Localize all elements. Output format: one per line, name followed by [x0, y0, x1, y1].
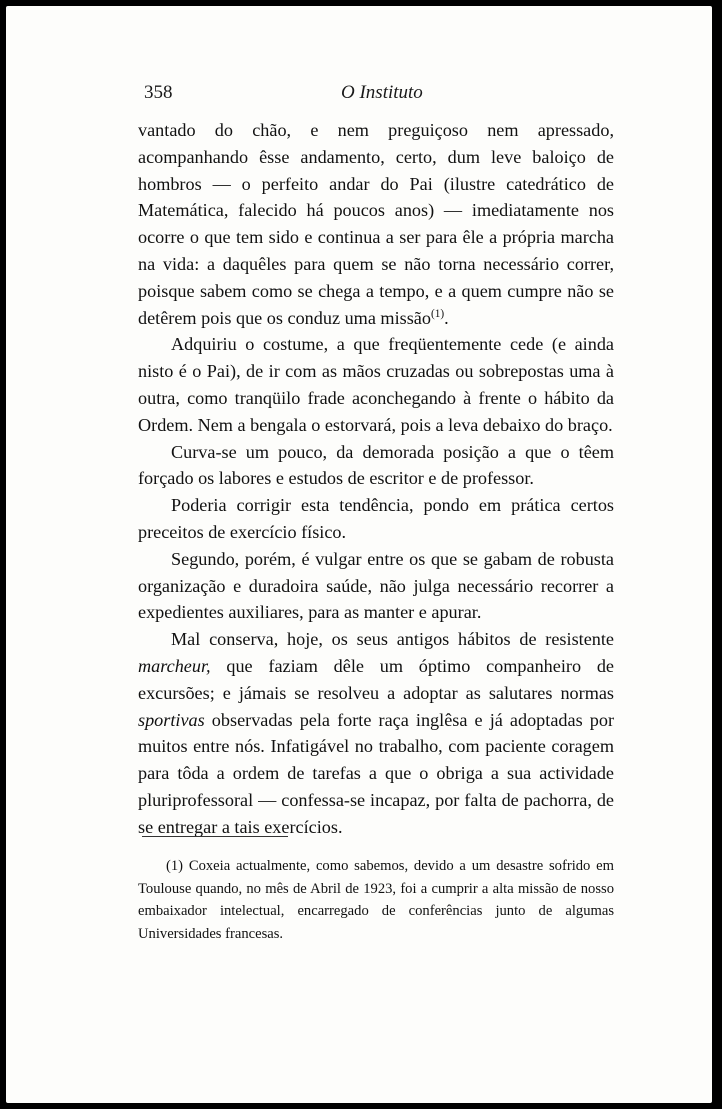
footnote-text: Coxeia actualmente, como sabemos, devido a um desastre sofrido em Toulouse quando, no mês de Abril de 1923, foi a cumprir a alta missão de nosso embaixador intelectual, encarregado de conferências junto de algumas Universidades francesas.	[138, 858, 614, 942]
paragraph-4: Poderia corrigir esta tendência, pondo em prática certos preceitos de exercício físico.	[138, 495, 614, 542]
italic-term-marcheur: marcheur,	[138, 655, 211, 676]
footnote-divider	[142, 836, 288, 837]
paragraph-1	[138, 117, 614, 331]
page-header	[144, 82, 620, 108]
paragraph-5: Segundo, porém, é vulgar entre os que se gabam de robusta organização e duradoira saúde, não julga necessário recorrer a expedientes auxiliares, para as manter e apurar.	[138, 548, 614, 623]
italic-term-sportivas: sportivas	[138, 709, 205, 730]
footnote	[138, 855, 614, 945]
page-number: 358	[144, 82, 173, 103]
footnote-marker: (1)	[166, 858, 184, 874]
paragraph-6-part-a: Mal conserva, hoje, os seus antigos hábitos de resistente	[171, 629, 614, 650]
paragraph-6-part-c: observadas pela forte raça inglêsa e já adoptadas por muitos entre nós. Infatigável no trabalho, com paciente coragem para tôda a ordem de tarefas a que o obriga a sua actividade pluriprofessoral — confessa-se incapaz, por falta de pachorra, de se entregar a tais exercícios.	[138, 709, 614, 837]
footnote-paragraph	[138, 855, 614, 945]
paragraph-1-text: vantado do chão, e nem preguiçoso nem apressado, acompanhando êsse andamento, certo, dum leve baloiço de hombros — o perfeito andar do Pai (ilustre catedrático de Matemática, falecido há poucos anos) — imediatamente nos ocorre o que tem sido e continua a ser para êle a própria marcha na vida: a daquêles para quem se não torna necessário correr, poisque sabem como se chega a tempo, e a quem cumpre não se detêrem pois que os conduz uma missão	[138, 120, 614, 328]
paragraph-3: Curva-se um pouco, da demorada posição a que o têem forçado os labores e estudos de escritor e de professor.	[138, 441, 614, 489]
paragraph-1-end: .	[444, 307, 449, 328]
body-text	[138, 117, 614, 841]
paragraph-6	[138, 626, 614, 840]
paragraph-2: Adquiriu o costume, a que freqüentemente cede (e ainda nisto é o Pai), de ir com as mãos cruzadas ou sobrepostas uma à outra, como tranqüilo frade aconchegando à frente o hábito da Ordem. Nem a bengala o estorvará, pois a leva debaixo do braço.	[138, 334, 614, 435]
footnote-reference[interactable]: (1)	[430, 307, 445, 320]
paragraph-6-part-b: que faziam dêle um óptimo companheiro de excursões; e jámais se resolveu a adoptar as salutares normas	[138, 655, 614, 703]
running-title: O Instituto	[341, 82, 423, 103]
